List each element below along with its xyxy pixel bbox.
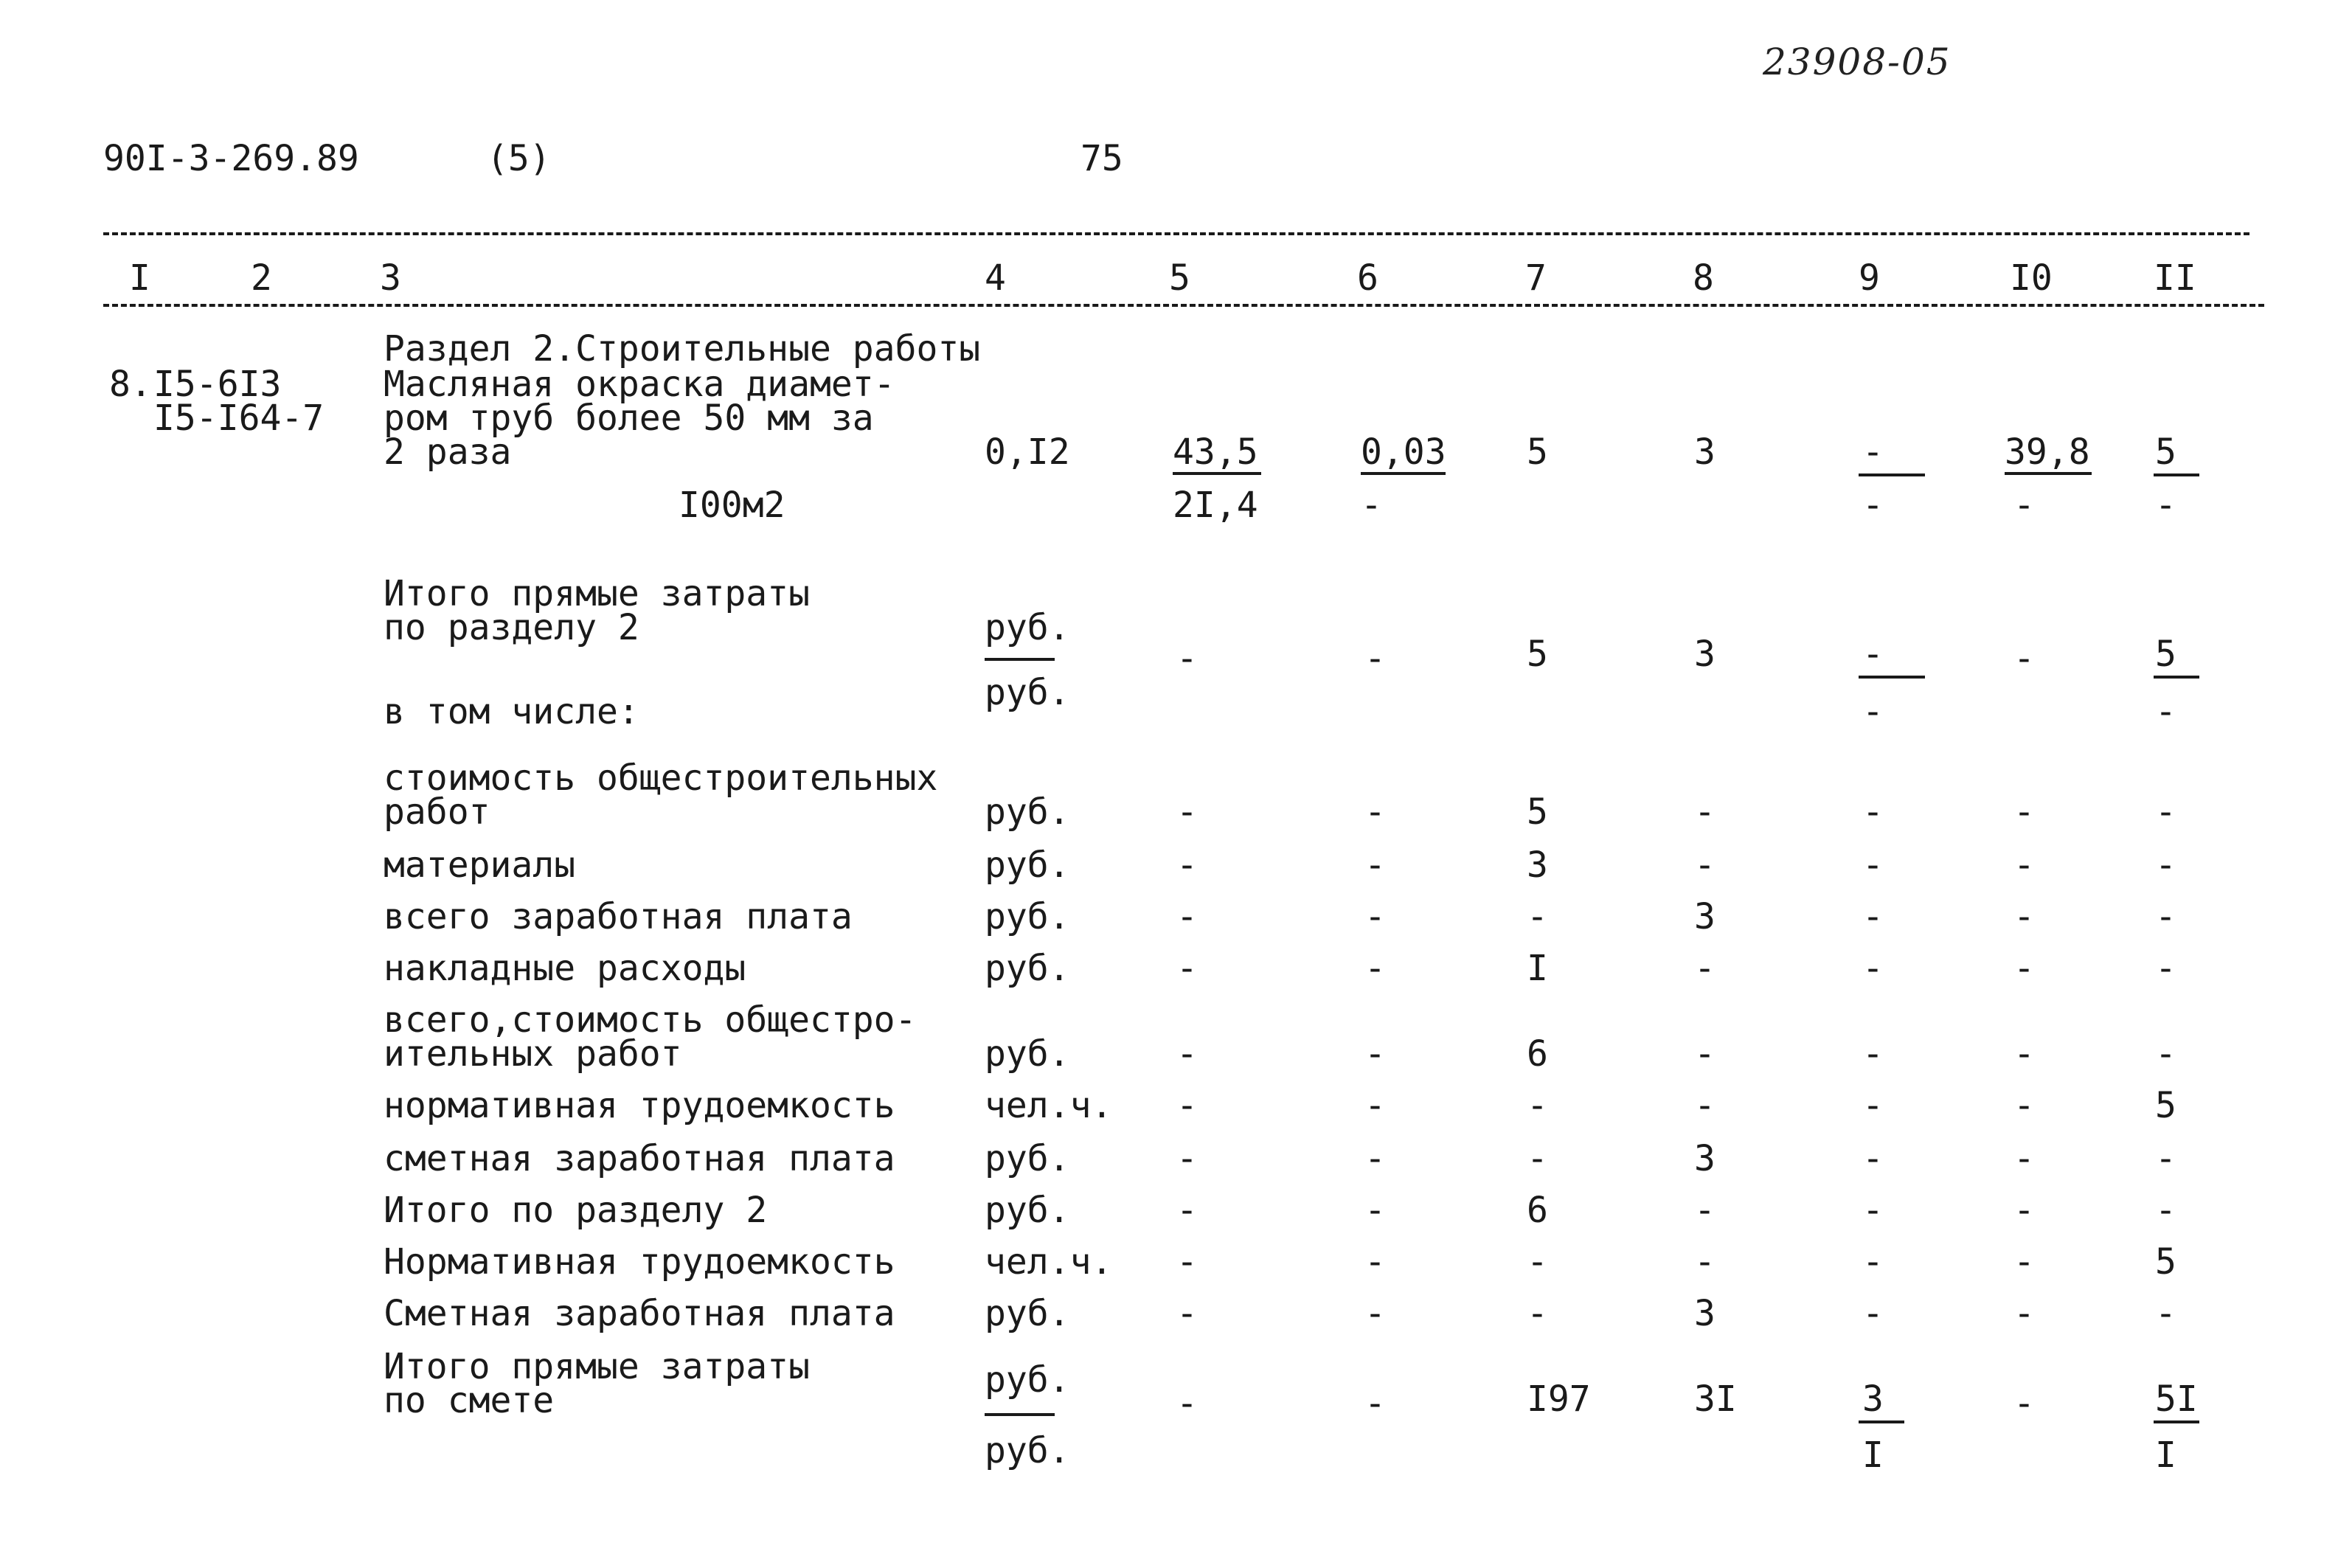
item-col11-top: 5: [2155, 431, 2176, 473]
item-unit: I00м2: [679, 485, 785, 526]
total-col11-top: 5I: [2155, 1378, 2198, 1420]
row-col11: -: [2155, 1190, 2176, 1231]
total-unit-underline: [985, 1413, 1055, 1416]
row-col7: -: [1527, 1293, 1548, 1334]
row-col9: -: [1862, 1033, 1884, 1075]
row-col11: -: [2155, 896, 2176, 937]
row-unit: руб.: [985, 1033, 1070, 1075]
total-col6: -: [1364, 1383, 1386, 1424]
row-col8: 3: [1694, 1138, 1716, 1179]
row-col8: -: [1694, 1033, 1716, 1075]
document-code: 90I-3-269.89: [103, 138, 359, 179]
row-col10: -: [2013, 948, 2035, 989]
item-col10-top: 39,8: [2005, 431, 2090, 473]
row-col7: 6: [1527, 1190, 1548, 1231]
subtotal-col7: 5: [1527, 634, 1548, 675]
row-col6: -: [1364, 1033, 1386, 1075]
row-label-line: Итого по разделу 2: [384, 1190, 768, 1231]
row-col7: -: [1527, 1138, 1548, 1179]
item-col11-bottom: -: [2155, 485, 2176, 526]
subtotal-col9-underline: [1859, 676, 1925, 679]
subtotal-col8: 3: [1694, 634, 1716, 675]
column-header-7: 7: [1525, 257, 1547, 299]
row-col5: -: [1176, 1293, 1198, 1334]
row-col8: -: [1694, 1190, 1716, 1231]
row-col11: -: [2155, 948, 2176, 989]
subtotal-unit-underline: [985, 658, 1055, 661]
total-col9-bottom: I: [1862, 1435, 1884, 1476]
item-number: 8.: [109, 364, 152, 405]
total-col5: -: [1176, 1383, 1198, 1424]
row-col10: -: [2013, 1190, 2035, 1231]
subtotal-col11-bottom: -: [2155, 691, 2176, 732]
item-col6-bottom: -: [1361, 485, 1382, 526]
row-col5: -: [1176, 896, 1198, 937]
row-unit: руб.: [985, 791, 1070, 833]
total-col10: -: [2013, 1383, 2035, 1424]
row-col7: 3: [1527, 844, 1548, 886]
row-col6: -: [1364, 1190, 1386, 1231]
row-unit: руб.: [985, 1190, 1070, 1231]
row-col11: -: [2155, 1033, 2176, 1075]
column-header-9: 9: [1859, 257, 1880, 299]
row-col8: -: [1694, 1241, 1716, 1283]
row-col6: -: [1364, 896, 1386, 937]
column-header-10: I0: [2010, 257, 2053, 299]
item-col10-bottom: -: [2013, 485, 2035, 526]
row-col10: -: [2013, 1241, 2035, 1283]
item-col5-top: 43,5: [1173, 431, 1258, 473]
row-col5: -: [1176, 1033, 1198, 1075]
item-code-1: I5-6I3: [153, 364, 282, 405]
row-label-line: всего,стоимость общестро-: [384, 999, 917, 1041]
item-description-line-3: 2 раза: [384, 431, 512, 473]
column-header-8: 8: [1693, 257, 1714, 299]
row-col9: -: [1862, 1293, 1884, 1334]
item-quantity: 0,I2: [985, 431, 1070, 473]
item-col9-underline: [1859, 473, 1925, 476]
header-bottom-divider: [103, 304, 2264, 307]
total-col11-bottom: I: [2155, 1435, 2176, 1476]
item-col5-bottom: 2I,4: [1173, 485, 1258, 526]
row-col6: -: [1364, 844, 1386, 886]
subtotal-col11-top: 5: [2155, 634, 2176, 675]
row-col5: -: [1176, 1138, 1198, 1179]
row-label-line: сметная заработная плата: [384, 1138, 895, 1179]
row-unit: руб.: [985, 844, 1070, 886]
row-col7: 5: [1527, 791, 1548, 833]
row-col10: -: [2013, 896, 2035, 937]
item-col11-underline: [2154, 473, 2199, 476]
row-col8: -: [1694, 791, 1716, 833]
row-label-line: всего заработная плата: [384, 896, 853, 937]
total-unit-bottom: руб.: [985, 1430, 1070, 1471]
row-col9: -: [1862, 1241, 1884, 1283]
row-label-line: Сметная заработная плата: [384, 1293, 895, 1334]
row-col5: -: [1176, 1190, 1198, 1231]
row-label-line: накладные расходы: [384, 948, 746, 989]
row-col11: -: [2155, 844, 2176, 886]
column-header-4: 4: [985, 257, 1006, 299]
row-unit: руб.: [985, 896, 1070, 937]
item-col9-bottom: -: [1862, 485, 1884, 526]
total-col11-underline: [2154, 1420, 2199, 1423]
row-unit: руб.: [985, 948, 1070, 989]
row-col9: -: [1862, 791, 1884, 833]
row-col5: -: [1176, 791, 1198, 833]
row-label-line: стоимость общестроительных: [384, 757, 938, 799]
row-col7: 6: [1527, 1033, 1548, 1075]
row-label-line: работ: [384, 791, 490, 833]
total-col9-underline: [1859, 1420, 1904, 1423]
row-unit: чел.ч.: [985, 1085, 1113, 1126]
row-col6: -: [1364, 1085, 1386, 1126]
row-unit: руб.: [985, 1138, 1070, 1179]
row-col10: -: [2013, 1293, 2035, 1334]
column-header-1: I: [129, 257, 150, 299]
row-col9: -: [1862, 1190, 1884, 1231]
row-col11: 5: [2155, 1241, 2176, 1283]
row-col8: -: [1694, 844, 1716, 886]
row-col10: -: [2013, 1033, 2035, 1075]
row-col9: -: [1862, 948, 1884, 989]
row-col8: -: [1694, 1085, 1716, 1126]
row-col7: -: [1527, 896, 1548, 937]
row-col5: -: [1176, 1085, 1198, 1126]
row-col5: -: [1176, 948, 1198, 989]
page-number: 75: [1080, 138, 1123, 179]
row-col6: -: [1364, 1293, 1386, 1334]
total-col7: I97: [1527, 1378, 1591, 1420]
subtotal-col10: -: [2013, 638, 2035, 679]
row-unit: чел.ч.: [985, 1241, 1113, 1283]
row-col6: -: [1364, 791, 1386, 833]
row-col7: -: [1527, 1241, 1548, 1283]
row-col7: I: [1527, 948, 1548, 989]
row-col5: -: [1176, 1241, 1198, 1283]
column-header-2: 2: [251, 257, 272, 299]
subtotal-col11-underline: [2154, 676, 2199, 679]
handwritten-archive-number: 23908-05: [1763, 41, 1952, 83]
column-header-11: II: [2154, 257, 2196, 299]
row-col11: -: [2155, 791, 2176, 833]
subtotal-label-line-2: по разделу 2: [384, 607, 639, 648]
row-col9: -: [1862, 844, 1884, 886]
subtotal-col5: -: [1176, 638, 1198, 679]
item-code-2: I5-I64-7: [153, 398, 325, 439]
item-col8: 3: [1694, 431, 1716, 473]
row-label-line: материалы: [384, 844, 576, 886]
row-col6: -: [1364, 1138, 1386, 1179]
column-header-6: 6: [1357, 257, 1378, 299]
item-col6-underline: [1361, 472, 1446, 475]
total-label-line-1: Итого прямые затраты: [384, 1346, 810, 1387]
subtotal-col6: -: [1364, 638, 1386, 679]
item-col7: 5: [1527, 431, 1548, 473]
item-description-line-2: ром труб более 50 мм за: [384, 398, 874, 439]
row-col6: -: [1364, 948, 1386, 989]
row-col10: -: [2013, 791, 2035, 833]
item-col10-underline: [2005, 472, 2092, 475]
subtotal-unit-bottom: руб.: [985, 672, 1070, 713]
row-col11: -: [2155, 1293, 2176, 1334]
row-col7: -: [1527, 1085, 1548, 1126]
row-col8: -: [1694, 948, 1716, 989]
row-unit: руб.: [985, 1293, 1070, 1334]
row-label-line: нормативная трудоемкость: [384, 1085, 895, 1126]
row-col9: -: [1862, 1138, 1884, 1179]
row-col10: -: [2013, 1085, 2035, 1126]
row-col9: -: [1862, 896, 1884, 937]
row-col9: -: [1862, 1085, 1884, 1126]
item-col5-underline: [1173, 472, 1261, 475]
column-header-3: 3: [380, 257, 401, 299]
row-col10: -: [2013, 844, 2035, 886]
row-col8: 3: [1694, 1293, 1716, 1334]
item-col9-top: -: [1862, 431, 1884, 473]
total-col9-top: 3: [1862, 1378, 1884, 1420]
row-label-line: Нормативная трудоемкость: [384, 1241, 895, 1283]
row-col11: 5: [2155, 1085, 2176, 1126]
item-col6-top: 0,03: [1361, 431, 1446, 473]
row-col8: 3: [1694, 896, 1716, 937]
subtotal-including-label: в том числе:: [384, 691, 639, 732]
row-col6: -: [1364, 1241, 1386, 1283]
item-description-line-1: Масляная окраска диамет-: [384, 364, 895, 405]
row-col11: -: [2155, 1138, 2176, 1179]
total-label-line-2: по смете: [384, 1380, 555, 1421]
subtotal-unit-top: руб.: [985, 607, 1070, 648]
subtotal-col9-top: -: [1862, 634, 1884, 675]
subtotal-col9-bottom: -: [1862, 691, 1884, 732]
row-col10: -: [2013, 1138, 2035, 1179]
row-col5: -: [1176, 844, 1198, 886]
section-title: Раздел 2.Строительные работы: [384, 328, 981, 370]
column-header-5: 5: [1169, 257, 1190, 299]
total-col8: 3I: [1694, 1378, 1737, 1420]
row-label-line: ительных работ: [384, 1033, 682, 1075]
volume-number: (5): [487, 138, 551, 179]
subtotal-label-line-1: Итого прямые затраты: [384, 573, 810, 614]
header-top-divider: [103, 232, 2249, 235]
total-unit-top: руб.: [985, 1359, 1070, 1401]
